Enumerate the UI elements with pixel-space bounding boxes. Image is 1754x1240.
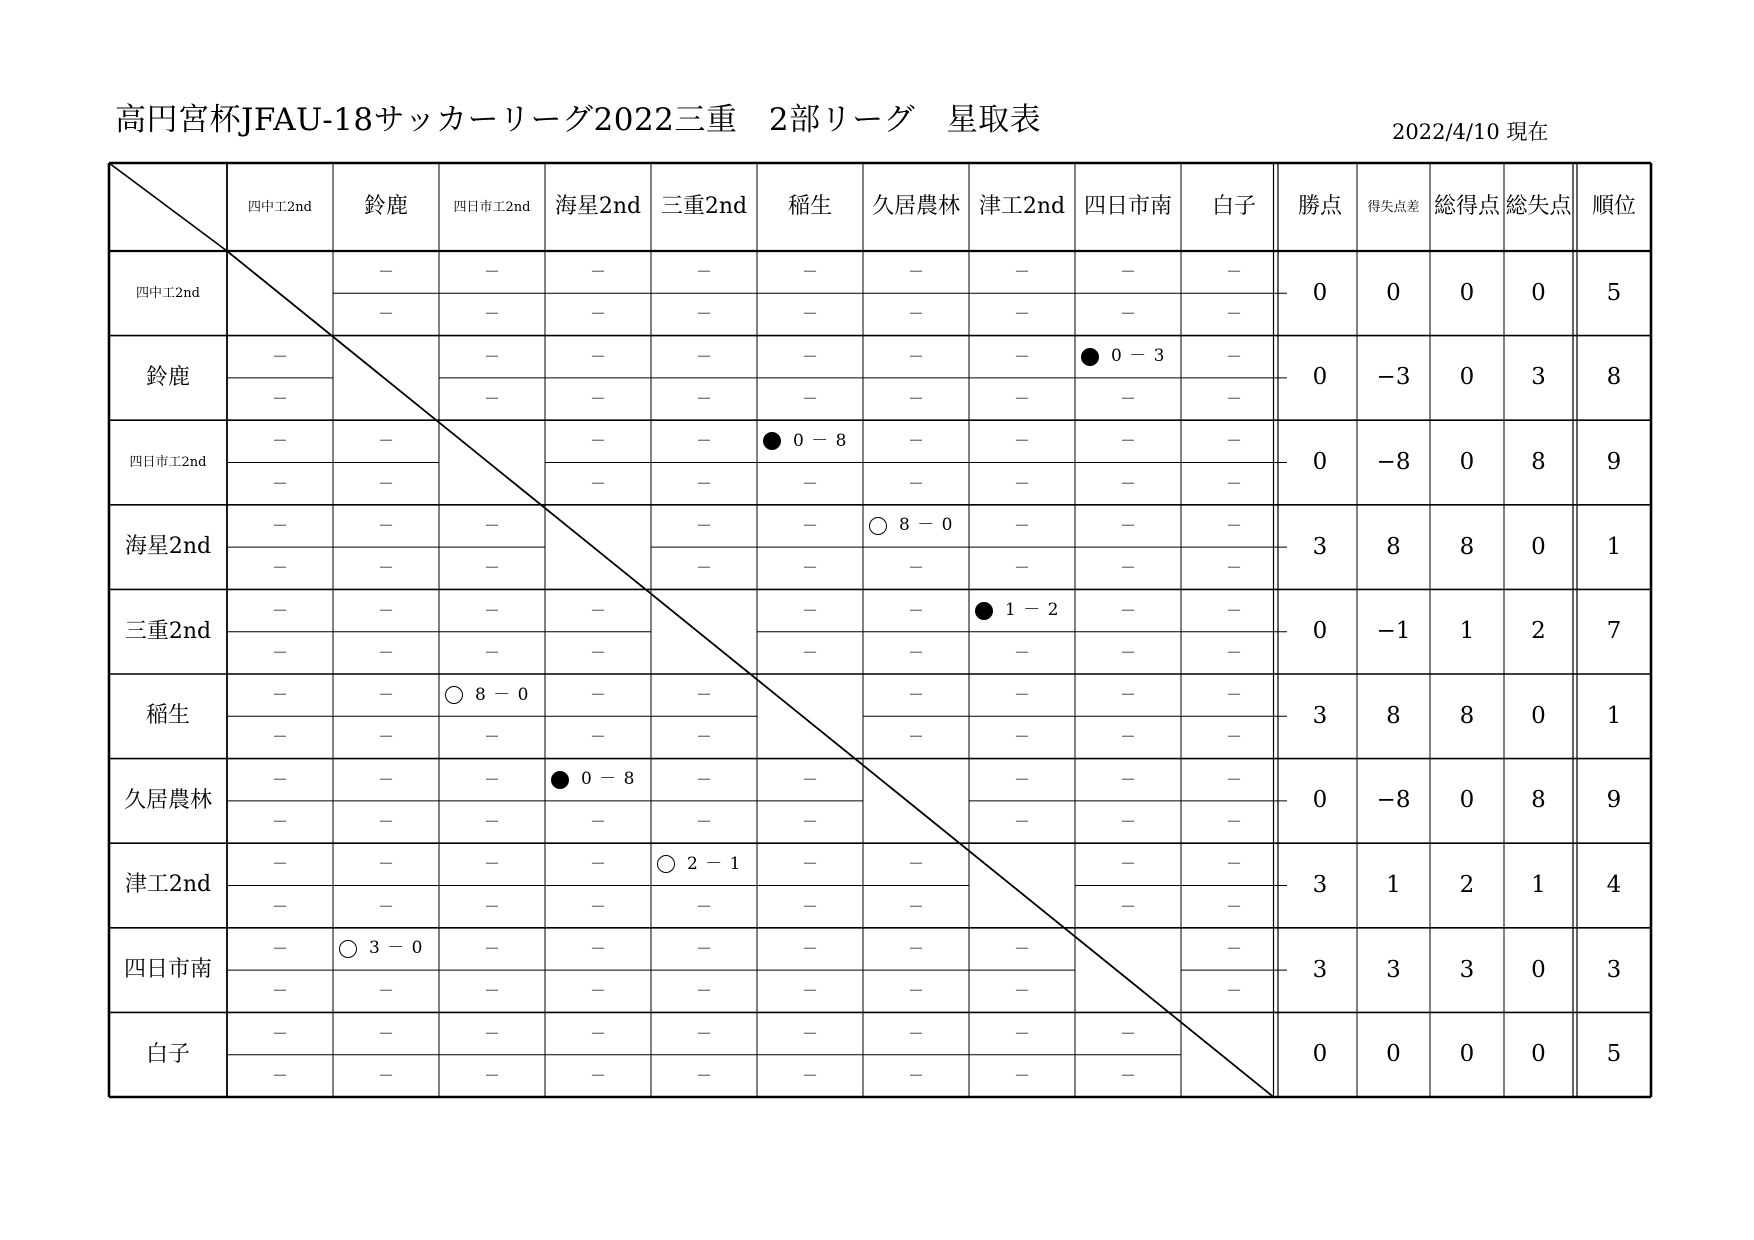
match-unplayed: － bbox=[695, 346, 712, 366]
win-circle-icon bbox=[339, 940, 357, 958]
column-header-4: 三重2nd bbox=[660, 194, 748, 219]
standing-points: 3 bbox=[1312, 533, 1328, 560]
match-unplayed: － bbox=[589, 346, 606, 366]
match-unplayed: － bbox=[695, 389, 712, 409]
match-unplayed: － bbox=[271, 854, 288, 874]
match-unplayed: － bbox=[1225, 727, 1242, 747]
match-unplayed: － bbox=[1119, 685, 1136, 705]
match-unplayed: － bbox=[695, 812, 712, 832]
match-unplayed: － bbox=[271, 515, 288, 535]
match-unplayed: － bbox=[377, 431, 394, 451]
standing-rank: 1 bbox=[1606, 702, 1622, 729]
match-score: 0 － 8 bbox=[581, 769, 636, 790]
match-unplayed: － bbox=[695, 1065, 712, 1085]
match-unplayed: － bbox=[271, 938, 288, 958]
standing-ga: 0 bbox=[1531, 1041, 1546, 1068]
match-unplayed: － bbox=[1119, 515, 1136, 535]
match-unplayed: － bbox=[589, 262, 606, 282]
match-unplayed: － bbox=[1225, 262, 1242, 282]
loss-dot-icon bbox=[551, 771, 569, 789]
match-unplayed: － bbox=[483, 1023, 500, 1043]
corner-diagonal bbox=[109, 163, 227, 251]
match-unplayed: － bbox=[271, 812, 288, 832]
standing-gf: 8 bbox=[1459, 702, 1475, 729]
match-unplayed: － bbox=[589, 600, 606, 620]
stat-header-0: 勝点 bbox=[1297, 194, 1342, 219]
match-unplayed: － bbox=[907, 854, 924, 874]
match-unplayed: － bbox=[907, 473, 924, 493]
match-unplayed: － bbox=[907, 727, 924, 747]
stat-header-4: 順位 bbox=[1591, 194, 1636, 219]
match-result bbox=[651, 843, 757, 885]
match-unplayed: － bbox=[377, 262, 394, 282]
match-unplayed: － bbox=[801, 938, 818, 958]
match-unplayed: － bbox=[907, 896, 924, 916]
match-unplayed: － bbox=[1119, 558, 1136, 578]
win-circle-icon bbox=[445, 686, 463, 704]
match-unplayed: － bbox=[1119, 854, 1136, 874]
match-unplayed: － bbox=[907, 558, 924, 578]
standing-gf: 2 bbox=[1459, 871, 1475, 898]
match-unplayed: － bbox=[377, 558, 394, 578]
match-unplayed: － bbox=[695, 431, 712, 451]
match-result bbox=[1075, 336, 1181, 378]
match-unplayed: － bbox=[589, 938, 606, 958]
match-unplayed: － bbox=[483, 515, 500, 535]
match-unplayed: － bbox=[695, 473, 712, 493]
match-unplayed: － bbox=[1225, 642, 1242, 662]
match-unplayed: － bbox=[907, 431, 924, 451]
match-unplayed: － bbox=[377, 812, 394, 832]
stat-header-2: 総得点 bbox=[1433, 194, 1500, 219]
match-unplayed: － bbox=[377, 1065, 394, 1085]
match-unplayed: － bbox=[801, 262, 818, 282]
match-unplayed: － bbox=[695, 727, 712, 747]
match-score: 0 － 8 bbox=[793, 430, 848, 451]
standing-gf: 0 bbox=[1459, 787, 1475, 814]
match-unplayed: － bbox=[271, 473, 288, 493]
row-team-name: 津工2nd bbox=[124, 872, 212, 898]
standing-points: 3 bbox=[1312, 702, 1328, 729]
match-unplayed: － bbox=[695, 769, 712, 789]
standing-gf: 1 bbox=[1459, 618, 1475, 645]
match-unplayed: － bbox=[1119, 431, 1136, 451]
standing-diff: 8 bbox=[1386, 702, 1401, 729]
match-unplayed: － bbox=[1013, 727, 1030, 747]
match-unplayed: － bbox=[271, 389, 288, 409]
match-unplayed: － bbox=[271, 981, 288, 1001]
standing-diff: 0 bbox=[1386, 1041, 1401, 1068]
match-unplayed: － bbox=[801, 642, 818, 662]
match-unplayed: － bbox=[801, 854, 818, 874]
match-unplayed: － bbox=[377, 685, 394, 705]
match-unplayed: － bbox=[1225, 389, 1242, 409]
match-unplayed: － bbox=[589, 854, 606, 874]
match-unplayed: － bbox=[589, 812, 606, 832]
loss-dot-icon bbox=[975, 602, 993, 620]
match-result bbox=[545, 759, 651, 801]
stat-header-1: 得失点差 bbox=[1367, 199, 1420, 215]
win-circle-icon bbox=[869, 517, 887, 535]
standing-points: 0 bbox=[1312, 787, 1328, 814]
match-unplayed: － bbox=[695, 558, 712, 578]
match-unplayed: － bbox=[271, 431, 288, 451]
match-unplayed: － bbox=[907, 981, 924, 1001]
match-unplayed: － bbox=[1225, 346, 1242, 366]
match-unplayed: － bbox=[377, 304, 394, 324]
match-unplayed: － bbox=[483, 389, 500, 409]
match-unplayed: － bbox=[801, 346, 818, 366]
standing-gf: 0 bbox=[1459, 448, 1475, 475]
match-unplayed: － bbox=[1119, 262, 1136, 282]
standing-points: 3 bbox=[1312, 871, 1328, 898]
match-unplayed: － bbox=[1119, 304, 1136, 324]
match-unplayed: － bbox=[271, 1023, 288, 1043]
match-unplayed: － bbox=[589, 1065, 606, 1085]
match-unplayed: － bbox=[1013, 558, 1030, 578]
standing-diff: −8 bbox=[1376, 448, 1411, 475]
match-unplayed: － bbox=[483, 262, 500, 282]
row-team-name: 四日市南 bbox=[123, 957, 212, 983]
standing-ga: 2 bbox=[1531, 618, 1546, 645]
match-unplayed: － bbox=[695, 938, 712, 958]
standing-diff: −8 bbox=[1376, 787, 1411, 814]
match-unplayed: － bbox=[1225, 685, 1242, 705]
match-unplayed: － bbox=[1013, 515, 1030, 535]
standing-ga: 0 bbox=[1531, 533, 1546, 560]
standing-gf: 3 bbox=[1459, 956, 1475, 983]
match-unplayed: － bbox=[483, 854, 500, 874]
standing-rank: 9 bbox=[1606, 787, 1622, 814]
match-unplayed: － bbox=[695, 1023, 712, 1043]
match-unplayed: － bbox=[271, 769, 288, 789]
match-score: 3 － 0 bbox=[369, 938, 424, 959]
loss-dot-icon bbox=[1081, 348, 1099, 366]
match-unplayed: － bbox=[695, 981, 712, 1001]
standing-diff: 3 bbox=[1386, 956, 1401, 983]
standing-diff: 1 bbox=[1386, 871, 1401, 898]
match-unplayed: － bbox=[695, 262, 712, 282]
match-result bbox=[439, 674, 545, 716]
match-unplayed: － bbox=[589, 1023, 606, 1043]
match-unplayed: － bbox=[801, 304, 818, 324]
standing-gf: 8 bbox=[1459, 533, 1475, 560]
match-unplayed: － bbox=[1225, 558, 1242, 578]
match-unplayed: － bbox=[377, 600, 394, 620]
match-unplayed: － bbox=[907, 600, 924, 620]
match-unplayed: － bbox=[801, 812, 818, 832]
match-unplayed: － bbox=[271, 727, 288, 747]
match-unplayed: － bbox=[1013, 981, 1030, 1001]
match-unplayed: － bbox=[1013, 938, 1030, 958]
match-unplayed: － bbox=[1225, 769, 1242, 789]
match-unplayed: － bbox=[377, 727, 394, 747]
row-team-name: 稲生 bbox=[145, 703, 190, 729]
match-unplayed: － bbox=[907, 642, 924, 662]
match-unplayed: － bbox=[695, 515, 712, 535]
standing-rank: 8 bbox=[1606, 364, 1622, 391]
match-unplayed: － bbox=[801, 896, 818, 916]
match-unplayed: － bbox=[1119, 642, 1136, 662]
match-score: 2 － 1 bbox=[687, 853, 742, 874]
match-unplayed: － bbox=[695, 685, 712, 705]
match-unplayed: － bbox=[589, 389, 606, 409]
match-unplayed: － bbox=[801, 1023, 818, 1043]
win-circle-icon bbox=[657, 855, 675, 873]
match-unplayed: － bbox=[483, 938, 500, 958]
match-unplayed: － bbox=[589, 685, 606, 705]
match-unplayed: － bbox=[589, 727, 606, 747]
match-unplayed: － bbox=[907, 1023, 924, 1043]
match-unplayed: － bbox=[1119, 896, 1136, 916]
match-unplayed: － bbox=[801, 558, 818, 578]
match-unplayed: － bbox=[907, 304, 924, 324]
standing-ga: 0 bbox=[1531, 956, 1546, 983]
match-score: 0 － 3 bbox=[1111, 346, 1166, 367]
standing-rank: 1 bbox=[1606, 533, 1622, 560]
match-unplayed: － bbox=[483, 896, 500, 916]
match-unplayed: － bbox=[1013, 304, 1030, 324]
match-unplayed: － bbox=[589, 304, 606, 324]
match-unplayed: － bbox=[1225, 473, 1242, 493]
as-of-date: 2022/4/10 現在 bbox=[1392, 120, 1549, 144]
match-result bbox=[969, 589, 1075, 631]
match-unplayed: － bbox=[1013, 769, 1030, 789]
match-unplayed: － bbox=[483, 727, 500, 747]
match-unplayed: － bbox=[801, 981, 818, 1001]
match-unplayed: － bbox=[483, 981, 500, 1001]
column-header-1: 鈴鹿 bbox=[363, 194, 408, 219]
match-unplayed: － bbox=[1225, 938, 1242, 958]
match-score: 8 － 0 bbox=[899, 515, 954, 536]
match-unplayed: － bbox=[801, 600, 818, 620]
match-unplayed: － bbox=[377, 769, 394, 789]
match-unplayed: － bbox=[1225, 600, 1242, 620]
match-unplayed: － bbox=[483, 1065, 500, 1085]
page-title: 高円宮杯JFAU-18サッカーリーグ2022三重 2部リーグ 星取表 bbox=[115, 102, 1042, 138]
standing-diff: 0 bbox=[1386, 279, 1401, 306]
match-score: 8 － 0 bbox=[475, 684, 530, 705]
match-unplayed: － bbox=[377, 896, 394, 916]
match-unplayed: － bbox=[483, 304, 500, 324]
match-unplayed: － bbox=[907, 938, 924, 958]
standing-gf: 0 bbox=[1459, 1041, 1475, 1068]
row-team-name: 三重2nd bbox=[124, 618, 212, 644]
standing-points: 0 bbox=[1312, 448, 1328, 475]
match-unplayed: － bbox=[1225, 515, 1242, 535]
column-header-2: 四日市工2nd bbox=[453, 199, 531, 215]
match-unplayed: － bbox=[907, 685, 924, 705]
standing-diff: −1 bbox=[1376, 618, 1411, 645]
match-unplayed: － bbox=[1225, 304, 1242, 324]
match-unplayed: － bbox=[483, 642, 500, 662]
standing-ga: 8 bbox=[1531, 787, 1546, 814]
match-unplayed: － bbox=[271, 685, 288, 705]
column-header-6: 久居農林 bbox=[871, 194, 960, 219]
match-unplayed: － bbox=[271, 558, 288, 578]
match-unplayed: － bbox=[1119, 727, 1136, 747]
row-team-name: 四日市工2nd bbox=[129, 454, 207, 470]
match-unplayed: － bbox=[1225, 981, 1242, 1001]
row-team-name: 海星2nd bbox=[124, 534, 212, 560]
match-unplayed: － bbox=[1013, 389, 1030, 409]
standing-diff: −3 bbox=[1376, 364, 1411, 391]
standing-points: 0 bbox=[1312, 618, 1328, 645]
match-unplayed: － bbox=[377, 515, 394, 535]
standing-rank: 7 bbox=[1606, 618, 1622, 645]
match-unplayed: － bbox=[907, 346, 924, 366]
match-unplayed: － bbox=[695, 304, 712, 324]
match-score: 1 － 2 bbox=[1005, 600, 1060, 621]
standing-rank: 3 bbox=[1606, 956, 1622, 983]
standing-gf: 0 bbox=[1459, 279, 1475, 306]
standing-rank: 5 bbox=[1606, 279, 1622, 306]
match-unplayed: － bbox=[589, 896, 606, 916]
match-result bbox=[757, 420, 863, 462]
match-unplayed: － bbox=[801, 473, 818, 493]
match-unplayed: － bbox=[1119, 1023, 1136, 1043]
stat-header-3: 総失点 bbox=[1505, 194, 1572, 219]
match-unplayed: － bbox=[1013, 346, 1030, 366]
match-unplayed: － bbox=[1225, 812, 1242, 832]
match-unplayed: － bbox=[1013, 262, 1030, 282]
column-header-3: 海星2nd bbox=[554, 194, 642, 219]
match-unplayed: － bbox=[1013, 431, 1030, 451]
match-unplayed: － bbox=[589, 642, 606, 662]
match-unplayed: － bbox=[377, 981, 394, 1001]
column-header-8: 四日市南 bbox=[1083, 194, 1172, 219]
standing-ga: 8 bbox=[1531, 448, 1546, 475]
standing-rank: 9 bbox=[1606, 448, 1622, 475]
row-team-name: 四中工2nd bbox=[136, 285, 200, 301]
match-unplayed: － bbox=[695, 896, 712, 916]
match-unplayed: － bbox=[589, 473, 606, 493]
match-unplayed: － bbox=[483, 812, 500, 832]
row-team-name: 鈴鹿 bbox=[145, 364, 190, 390]
match-unplayed: － bbox=[483, 346, 500, 366]
match-result bbox=[333, 928, 439, 970]
match-unplayed: － bbox=[1013, 1065, 1030, 1085]
standing-points: 3 bbox=[1312, 956, 1328, 983]
match-unplayed: － bbox=[271, 1065, 288, 1085]
match-unplayed: － bbox=[1119, 473, 1136, 493]
match-unplayed: － bbox=[1225, 896, 1242, 916]
match-unplayed: － bbox=[801, 1065, 818, 1085]
match-unplayed: － bbox=[1119, 600, 1136, 620]
row-team-name: 白子 bbox=[145, 1041, 190, 1067]
match-unplayed: － bbox=[483, 600, 500, 620]
standing-ga: 3 bbox=[1531, 364, 1546, 391]
match-unplayed: － bbox=[483, 769, 500, 789]
match-unplayed: － bbox=[907, 389, 924, 409]
match-unplayed: － bbox=[1119, 389, 1136, 409]
match-unplayed: － bbox=[1013, 642, 1030, 662]
standing-gf: 0 bbox=[1459, 364, 1475, 391]
row-team-name: 久居農林 bbox=[123, 787, 212, 813]
match-unplayed: － bbox=[377, 473, 394, 493]
standing-ga: 0 bbox=[1531, 702, 1546, 729]
column-header-0: 四中工2nd bbox=[248, 199, 312, 215]
match-unplayed: － bbox=[801, 769, 818, 789]
column-header-9: 白子 bbox=[1211, 194, 1256, 219]
match-unplayed: － bbox=[1013, 812, 1030, 832]
match-unplayed: － bbox=[271, 346, 288, 366]
match-unplayed: － bbox=[1119, 1065, 1136, 1085]
match-unplayed: － bbox=[1119, 812, 1136, 832]
match-unplayed: － bbox=[377, 1023, 394, 1043]
match-unplayed: － bbox=[483, 558, 500, 578]
match-unplayed: － bbox=[377, 854, 394, 874]
match-unplayed: － bbox=[1013, 1023, 1030, 1043]
standing-points: 0 bbox=[1312, 1041, 1328, 1068]
match-unplayed: － bbox=[907, 1065, 924, 1085]
match-unplayed: － bbox=[271, 642, 288, 662]
match-unplayed: － bbox=[1013, 685, 1030, 705]
match-result bbox=[863, 505, 969, 547]
match-unplayed: － bbox=[801, 389, 818, 409]
standing-diff: 8 bbox=[1386, 533, 1401, 560]
standing-ga: 1 bbox=[1531, 871, 1546, 898]
match-unplayed: － bbox=[271, 896, 288, 916]
column-header-7: 津工2nd bbox=[978, 194, 1066, 219]
standing-points: 0 bbox=[1312, 364, 1328, 391]
loss-dot-icon bbox=[763, 432, 781, 450]
match-unplayed: － bbox=[377, 642, 394, 662]
standing-rank: 5 bbox=[1606, 1041, 1622, 1068]
match-unplayed: － bbox=[589, 431, 606, 451]
match-unplayed: － bbox=[1119, 769, 1136, 789]
match-unplayed: － bbox=[1013, 473, 1030, 493]
standing-rank: 4 bbox=[1606, 871, 1622, 898]
match-unplayed: － bbox=[589, 981, 606, 1001]
standing-ga: 0 bbox=[1531, 279, 1546, 306]
column-header-5: 稲生 bbox=[787, 194, 832, 219]
match-unplayed: － bbox=[907, 262, 924, 282]
match-unplayed: － bbox=[801, 515, 818, 535]
match-unplayed: － bbox=[1225, 431, 1242, 451]
match-unplayed: － bbox=[271, 600, 288, 620]
match-unplayed: － bbox=[1225, 854, 1242, 874]
standing-points: 0 bbox=[1312, 279, 1328, 306]
